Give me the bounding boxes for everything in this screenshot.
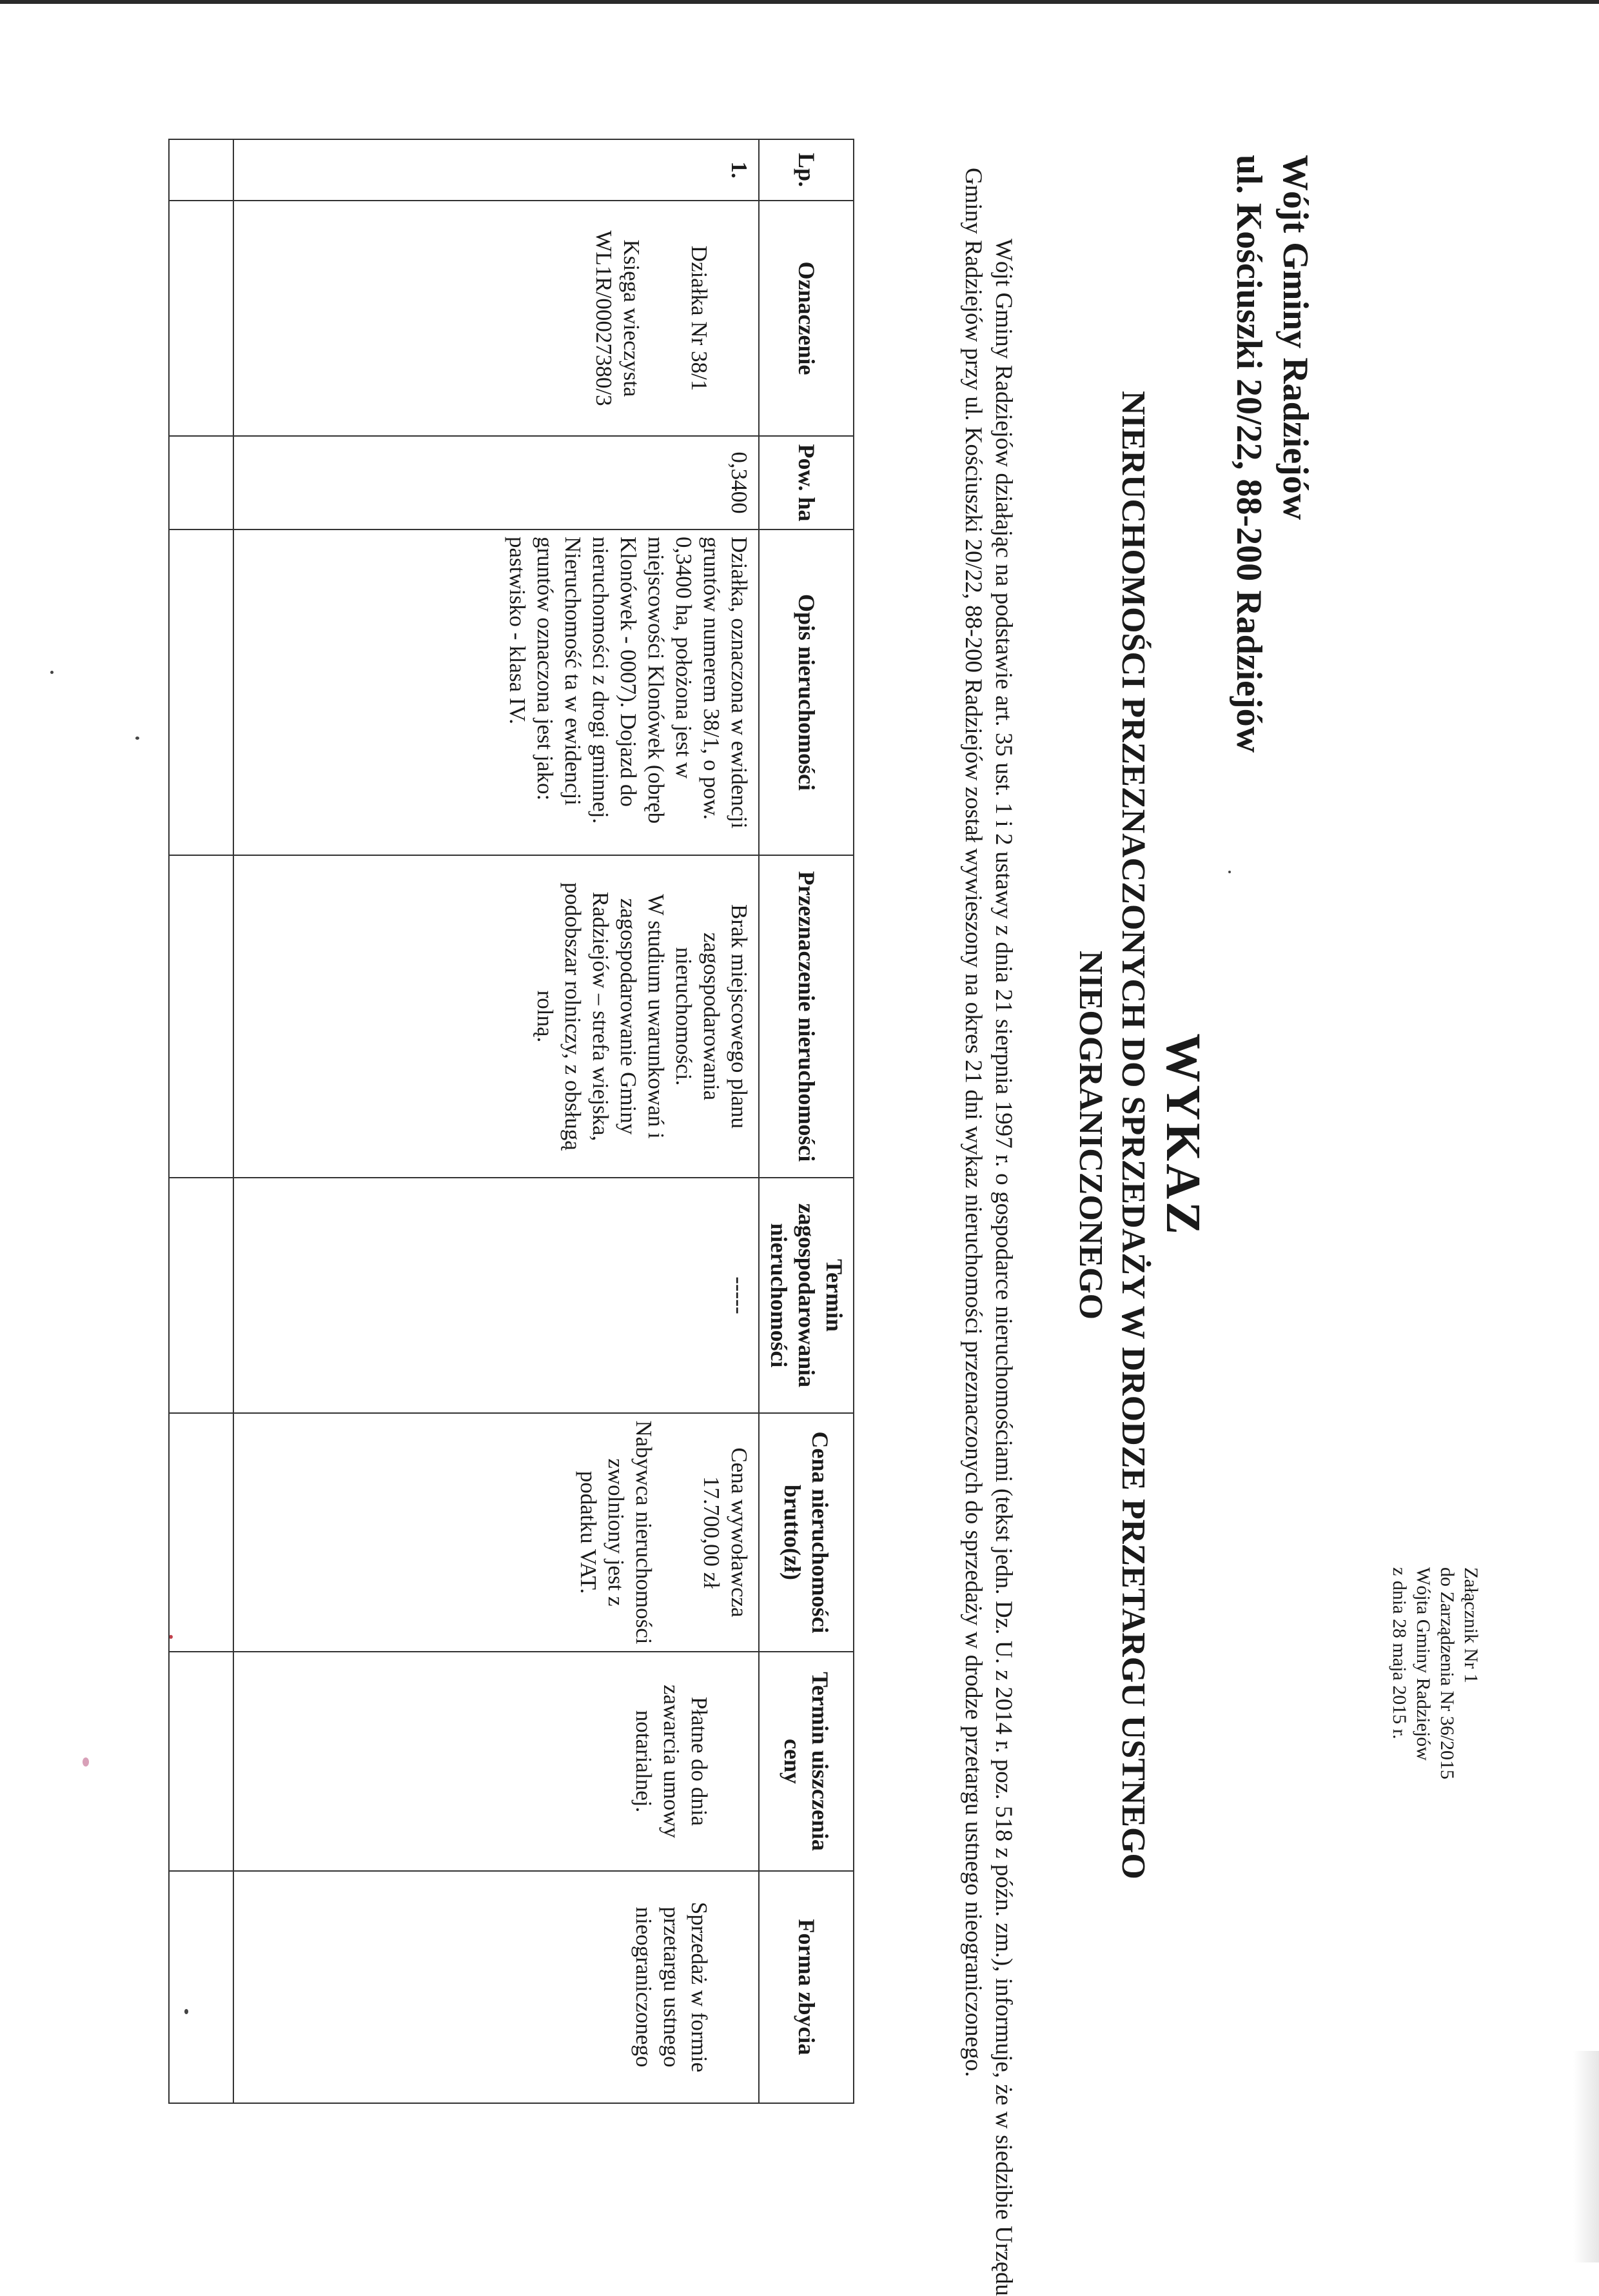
document-title <box>1069 361 1212 1909</box>
header-oznaczenie: Oznaczenie <box>759 201 854 436</box>
zoning-plan-note: Brak miejscowego planu zagospodarowania nieruchomości. <box>671 904 752 1129</box>
empty-cell <box>169 436 233 529</box>
parcel-number: Działka Nr 38/1 <box>687 245 712 391</box>
intro-paragraph: Wójt Gminy Radziejów działając na podstawie art. 35 ust. 1 i 2 ustawy z dnia 21 sierpnia 1997 r. o gospodarce nieruchomościami (tekst jedn. Dz. U. z 2014 r. poz. 518 z późn. zm.), informuje, że w siedzibie Urzędu Gminy Radziejów przy ul. Kościuszki 20/22, 88-200 Radziejów został wywieszony na okres 21 dni wykaz nieruchomości przeznaczonych do sprzedaży w drodze przetargu ustnego nieograniczonego. <box>960 168 1017 2296</box>
payment-deadline: Płatne do dnia zawarcia umowy notarialnej. <box>631 1684 712 1839</box>
empty-cell <box>169 1178 233 1413</box>
header-pow: Pow. ha <box>759 436 854 529</box>
empty-cell <box>169 1871 233 2103</box>
starting-price: Cena wywoławcza 17.700,00 zł <box>699 1447 752 1618</box>
vat-note: Nabywca nieruchomości zwolniony jest z podatku VAT. <box>576 1420 656 1645</box>
empty-cell <box>169 529 233 855</box>
table-row <box>233 139 759 2103</box>
header-termin-ceny: Termin uiszczenia ceny <box>759 1652 854 1871</box>
land-register: Księga wieczysta WL1R/00027380/3 <box>591 230 644 406</box>
study-note: W studium uwarunkowań i zagospodarowanie Gminy Radziejów – strefa wiejska, podobszar rolniczy, z obsługą rolną. <box>533 882 669 1151</box>
title-line: NIERUCHOMOŚCI PRZEZNACZONYCH DO SPRZEDAŻY W DRODZE PRZETARGU USTNEGO <box>1115 390 1152 1880</box>
header-opis: Opis nieruchomości <box>759 529 854 855</box>
cell-oznaczenie <box>233 201 759 436</box>
empty-cell <box>169 139 233 201</box>
empty-cell <box>169 855 233 1178</box>
table-row <box>169 139 233 2103</box>
header-termin-zagospodarowania: Termin zagospodarowania nieruchomości <box>759 1178 854 1413</box>
empty-cell <box>169 201 233 436</box>
cell-lp: 1. <box>233 139 759 201</box>
issuer-name: Wójt Gminy Radziejów <box>1275 155 1315 520</box>
issuer-address: ul. Kościuszki 20/22, 88-200 Radziejów <box>1229 155 1269 753</box>
cell-cena <box>233 1413 759 1652</box>
issuer-block <box>1226 155 1319 753</box>
cell-pow: 0,3400 <box>233 436 759 529</box>
annex-line: z dnia 28 maja 2015 r. <box>1389 1567 1410 1739</box>
header-przeznaczenie: Przeznaczenie nieruchomości <box>759 855 854 1178</box>
title-main: WYKAZ <box>1156 1033 1210 1237</box>
cell-termin-ceny <box>233 1652 759 1871</box>
annex-line: do Zarządzenia Nr 36/2015 <box>1437 1567 1458 1780</box>
header-cena: Cena nieruchomości brutto(zł) <box>759 1413 854 1652</box>
header-forma-zbycia: Forma zbycia <box>759 1871 854 2103</box>
annex-line: Załącznik Nr 1 <box>1460 1567 1482 1683</box>
empty-cell <box>169 1413 233 1652</box>
empty-cell <box>169 1652 233 1871</box>
annex-line: Wójta Gminy Radziejów <box>1413 1567 1434 1761</box>
table-header-row <box>759 139 854 2103</box>
annex-note <box>1388 1567 1483 1967</box>
sale-form: Sprzedaż w formie przetargu ustnego nieograniczonego <box>631 1901 712 2073</box>
cell-forma-zbycia <box>233 1871 759 2103</box>
property-table <box>168 139 854 2104</box>
cell-termin-zagospodarowania: ----- <box>233 1178 759 1413</box>
cell-przeznaczenie <box>233 855 759 1178</box>
title-line: NIEOGRANICZONEGO <box>1072 950 1109 1320</box>
cell-opis: Działka, oznaczona w ewidencji gruntów numerem 38/1, o pow. 0,3400 ha, położona jest w miejscowości Klonówek (obręb Klonówek - 0007). Dojazd do nieruchomości z drogi gminnej. Nieruchomość ta w ewidencji gruntów oznaczona jest jako: pastwisko - klasa IV. <box>233 529 759 855</box>
header-lp: Lp. <box>759 139 854 201</box>
